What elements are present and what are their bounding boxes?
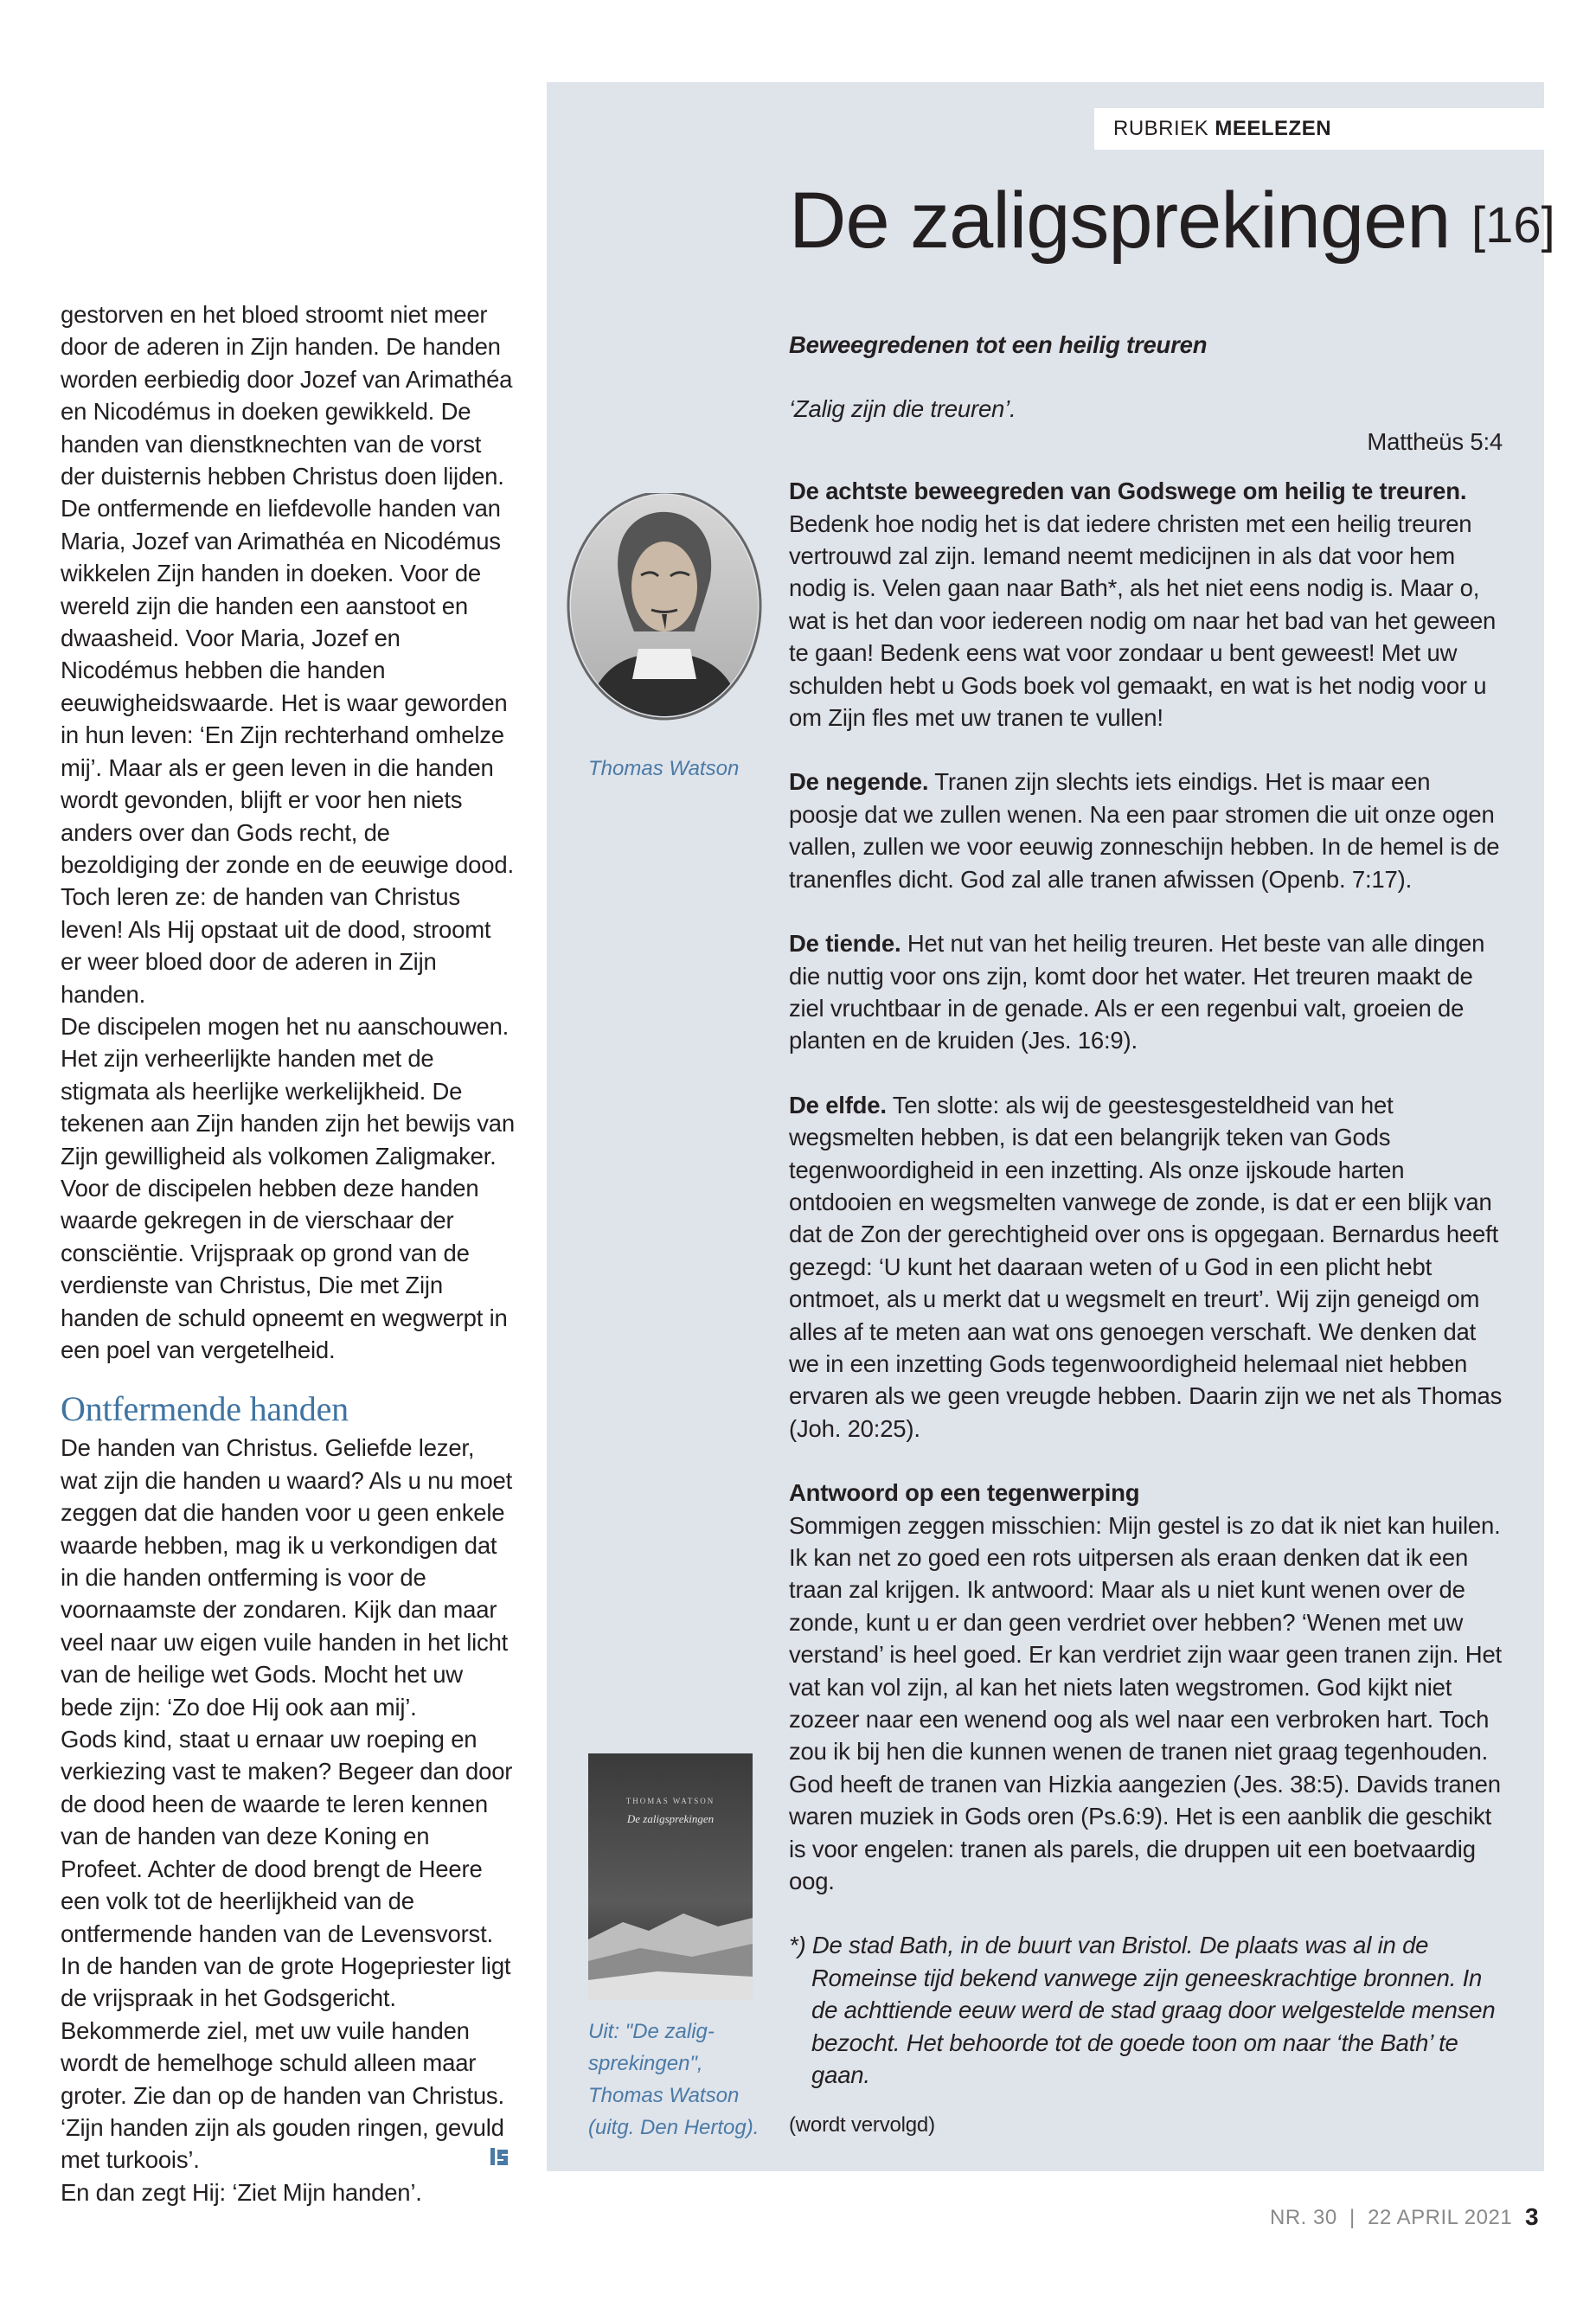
article-subtitle: Beweegredenen tot een heilig treuren (789, 331, 1208, 358)
section-text: Het nut van het heilig treuren. Het beste van alle dingen die nuttig voor ons zijn, komt door het water. Het treuren maakt de ziel vruchtbaar in de genade. Als er een regenbui valt, groeien de planten en de kruiden (Jes. 16:9). (789, 930, 1485, 1054)
article-section (789, 927, 1503, 1057)
section-lead: De elfde. (789, 1091, 887, 1118)
book-cover-image (588, 1753, 753, 2000)
book-cover-title: De zaligsprekingen (626, 1812, 715, 1825)
page-title (789, 173, 1555, 273)
paragraph: De discipelen mogen het nu aanschouwen. Het zijn verheerlijkte handen met de stigmata als heerlijke werkelijkheid. De tekenen aan Zijn handen zijn het bewijs van Zijn gewilligheid als volkomen Zaligmaker. Voor de discipelen hebben deze handen waarde gekregen in de vierschaar der consciëntie. Vrijspraak op grond van de verdienste van Christus, Die met Zijn handen de schuld opneemt en wegwerpt in een poel van vergetelheid. (61, 1012, 515, 1363)
article-section (789, 766, 1503, 895)
left-column (61, 298, 515, 2208)
section-text: Bedenk hoe nodig het is dat iedere christen met een heilig treuren vertrouwd zal zijn. Iemand neemt medicijnen in als dat voor hem nodig is. Velen gaan naar Bath*, als het niet eens nodig is. Maar o, wat is het dan voor iedereen nodig om naar het bad van het geween te gaan! Bedenk eens wat voor zondaar u bent geweest! Met uw schulden hebt u Gods boek vol gemaakt, en wat is het nodig voor u om Zijn fles met uw tranen te vullen! (789, 510, 1497, 732)
section-label (1094, 108, 1544, 150)
paragraph: Bekommerde ziel, met uw vuile handen wordt de hemelhoge schuld alleen maar groter. Zie dan op de handen van Christus. ‘Zijn handen zijn als gouden ringen, gevuld met turkoois’. (61, 2016, 504, 2174)
paragraph: Gods kind, staat u ernaar uw roeping en verkiezing vast te maken? Begeer dan door de dood heen de waarde te leren kennen van de handen van deze Koning en Profeet. Achter de dood brengt de Heere een volk tot de heerlijkheid van de ontfermende handen van de Levensvorst. In de handen van de grote Hogepriester ligt de vrijspraak in het Godsgericht. (61, 1726, 513, 2012)
article-body (789, 329, 1503, 2141)
objection-heading-text: Antwoord op een tegenwerping (789, 1479, 1140, 1507)
paragraph: De handen van Christus. Geliefde lezer, wat zijn die handen u waard? Als u nu moet zeggen dat die handen voor u geen enkele waarde hebben, mag ik u verkondigen dat in die handen ontferming is voor de voornaamste der zondaren. Kijk dan maar veel naar uw eigen vuile handen in het licht van de heilige wet Gods. Mocht het uw bede zijn: ‘Zo doe Hij ook aan mij’. (61, 1434, 513, 1721)
article-section (789, 1089, 1503, 1445)
book-caption-line: Thomas Watson (588, 2084, 740, 2107)
section-label-name: MEELEZEN (1215, 117, 1332, 140)
page-number: 3 (1525, 2203, 1539, 2230)
end-mark-icon (489, 2145, 511, 2168)
book-caption (588, 2016, 759, 2144)
paragraph: gestorven en het bloed stroomt niet meer door de aderen in Zijn handen. De handen worden eerbiedig door Jozef van Arimathéa en Nicodémus in doeken gewikkeld. De handen van dienstknechten van de vorst der duisternis hebben Christus doen lijden. De ontfermende en liefdevolle handen van Maria, Jozef van Arimathéa en Nicodémus wikkelen Zijn handen in doeken. Voor de wereld zijn die handen een aanstoot en dwaasheid. Voor Maria, Jozef en Nicodémus hebben die handen eeuwigheidswaarde. Het is waar geworden in hun leven: ‘En Zijn rechterhand omhelze mij’. Maar als er geen leven in die handen wordt gevonden, blijft er voor hen niets anders over dan Gods recht, de bezoldiging der zonde en de eeuwige dood. Toch leren ze: de handen van Christus leven! Als Hij opstaat uit de dood, stroomt er weer bloed door de aderen in Zijn handen. (61, 301, 514, 1008)
title-main: De zaligsprekingen (789, 176, 1451, 265)
paragraph: En dan zegt Hij: ‘Ziet Mijn handen’. (61, 2178, 422, 2206)
scripture-quote: ‘Zalig zijn die treuren’. (789, 395, 1016, 423)
book-cover-author: THOMAS WATSON (625, 1797, 715, 1805)
objection-text: Sommigen zeggen misschien: Mijn gestel is zo dat ik niet kan huilen. Ik kan net zo goed een rots uitpersen als eraan denken dat ik een traan zal krijgen. Ik antwoord: Maar als u niet kunt wenen over de zonde, kunt u er dan geen verdriet over hebben? ‘Wenen met uw verstand’ is heel goed. Er kan verdriet zijn waar geen tranen zijn. Het vat kan vol zijn, al kan het niets laten wegstromen. God kijkt niet zozeer naar een wenend oog als wel naar een verbroken hart. Toch zou ik bij hen die kunnen wenen de tranen niet graag tegenhouden. God heeft de tranen van Hizkia aangezien (Jes. 38:5). Davids tranen waren muziek in Gods oren (Ps.6:9). Het is een aanblik die geschikt is voor engelen: tranen als parels, die druppen uit een boetvaardig oog. (789, 1511, 1502, 1895)
scripture-reference: Mattheüs 5:4 (1367, 427, 1503, 455)
book-caption-line: sprekingen", (588, 2052, 703, 2075)
objection-heading (789, 1477, 1503, 1509)
section-lead: De tiende. (789, 930, 901, 958)
section-label-prefix: RUBRIEK (1113, 117, 1209, 140)
section-lead: De negende. (789, 768, 929, 796)
section-heading: Ontfermende handen (61, 1389, 349, 1429)
book-caption-line: Uit: "De zalig- (588, 2020, 715, 2043)
section-text: Ten slotte: als wij de geestesgesteldheid van het wegsmelten hebben, is dat een belangrijk teken van Gods tegenwoordigheid in een inzetting. Als onze ijskoude harten ontdooien en wegsmelten vanwege de zonde, is dat er een blijk van dat de Zon der gerechtigheid over ons is opgegaan. Bernardus heeft gezegd: ‘U kunt het daaraan weten of u God in een plicht hebt ontmoet, als u merkt dat u wegsmelt en treurt’. Wij zijn geneigd om alles af te meten aan wat ons genoegen verschaft. We denken dat we in een inzetting Gods tegenwoordigheid helemaal niet hebben ervaren als we geen vreugde hebben. Daarin zijn we net als Thomas (Joh. 20:25). (789, 1091, 1503, 1442)
continued-note: (wordt vervolgd) (789, 2112, 935, 2137)
portrait-image (565, 493, 764, 735)
book-caption-line: (uitg. Den Hertog). (588, 2116, 760, 2139)
title-number: [16] (1471, 197, 1555, 253)
article-section (789, 475, 1503, 734)
section-lead: De achtste beweegreden van Godswege om heilig te treuren. (789, 478, 1467, 505)
footnote: *) De stad Bath, in de buurt van Bristol. De plaats was al in de Romeinse tijd bekend vanwege zijn geneeskrachtige bronnen. In de achttiende eeuw werd de stad graag door welgestelde mensen bezocht. Het behoorde tot de goede toon om naar ‘the Bath’ te gaan. (789, 1932, 1496, 2089)
portrait-caption: Thomas Watson (588, 757, 740, 780)
issue-info: NR. 30 | 22 APRIL 2021 (1270, 2206, 1513, 2229)
section-text: Tranen zijn slechts iets eindigs. Het is maar een poosje dat we zullen wenen. Na een paar stromen die uit onze ogen vallen, zullen we voor eeuwig zonneschijn hebben. In de hemel is de tranenfles dicht. God zal alle tranen afwissen (Openb. 7:17). (789, 768, 1500, 893)
